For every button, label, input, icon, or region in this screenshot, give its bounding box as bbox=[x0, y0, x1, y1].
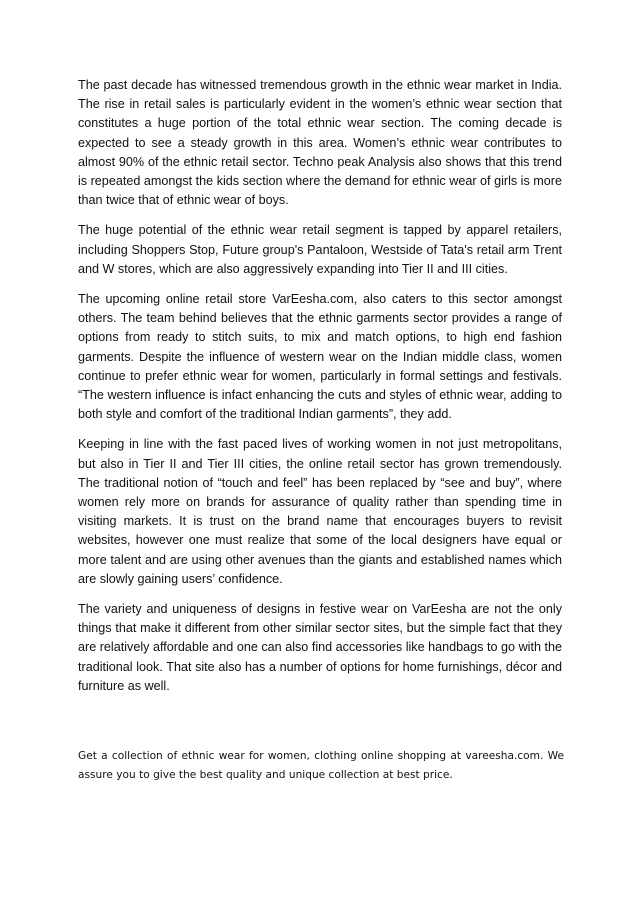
document-body bbox=[78, 76, 562, 707]
paragraph-market-growth: The past decade has witnessed tremendous growth in the ethnic wear market in India. The rise in retail sales is particularly evident in the women’s ethnic wear section that constitutes a huge portion of the total ethnic wear section. The coming decade is expected to see a steady growth in this area. Women’s ethnic wear contributes to almost 90% of the ethnic retail sector. Techno peak Analysis also shows that this trend is repeated amongst the kids section where the demand for ethnic wear of girls is more than twice that of ethnic wear of boys. bbox=[78, 78, 562, 208]
paragraph-online-store: The upcoming online retail store VarEesha.com, also caters to this sector amongst others. The team behind believes that the ethnic garments sector provides a range of options from ready to stitch suits, to mix and match options, to high end fashion garments. Despite the influence of western wear on the Indian middle class, women continue to prefer ethnic wear for women, particularly in formal settings and festivals. “The western influence is infact enhancing the cuts and styles of ethnic wear, adding to both style and comfort of the traditional Indian garments”, they add. bbox=[78, 292, 562, 422]
paragraph-working-women: Keeping in line with the fast paced lives of working women in not just metropolitans, but also in Tier II and Tier III cities, the online retail sector has grown tremendously. The traditional notion of “touch and feel” has been replaced by “see and buy”, where women rely more on brands for assurance of quality rather than spending time in visiting markets. It is trust on the brand name that encourages buyers to revisit websites, however one must realize that some of the local designers have equal or more talent and are using other avenues than the giants and established names which are slowly gaining users’ confidence. bbox=[78, 437, 562, 586]
paragraph-variety-designs: The variety and uniqueness of designs in festive wear on VarEesha are not the only things that make it different from other similar sector sites, but the simple fact that they are relatively affordable and one can also find accessories like handbags to go with the traditional look. That site also has a number of options for home furnishings, décor and furniture as well. bbox=[78, 602, 562, 693]
paragraph-retail-potential: The huge potential of the ethnic wear retail segment is tapped by apparel retailers, including Shoppers Stop, Future group's Pantaloon, Westside of Tata's retail arm Trent and W stores, which are also aggressively expanding into Tier II and III cities. bbox=[78, 223, 562, 276]
footer-note: Get a collection of ethnic wear for women, clothing online shopping at vareesha.com. We assure you to give the best quality and unique collection at best price. bbox=[78, 750, 564, 781]
